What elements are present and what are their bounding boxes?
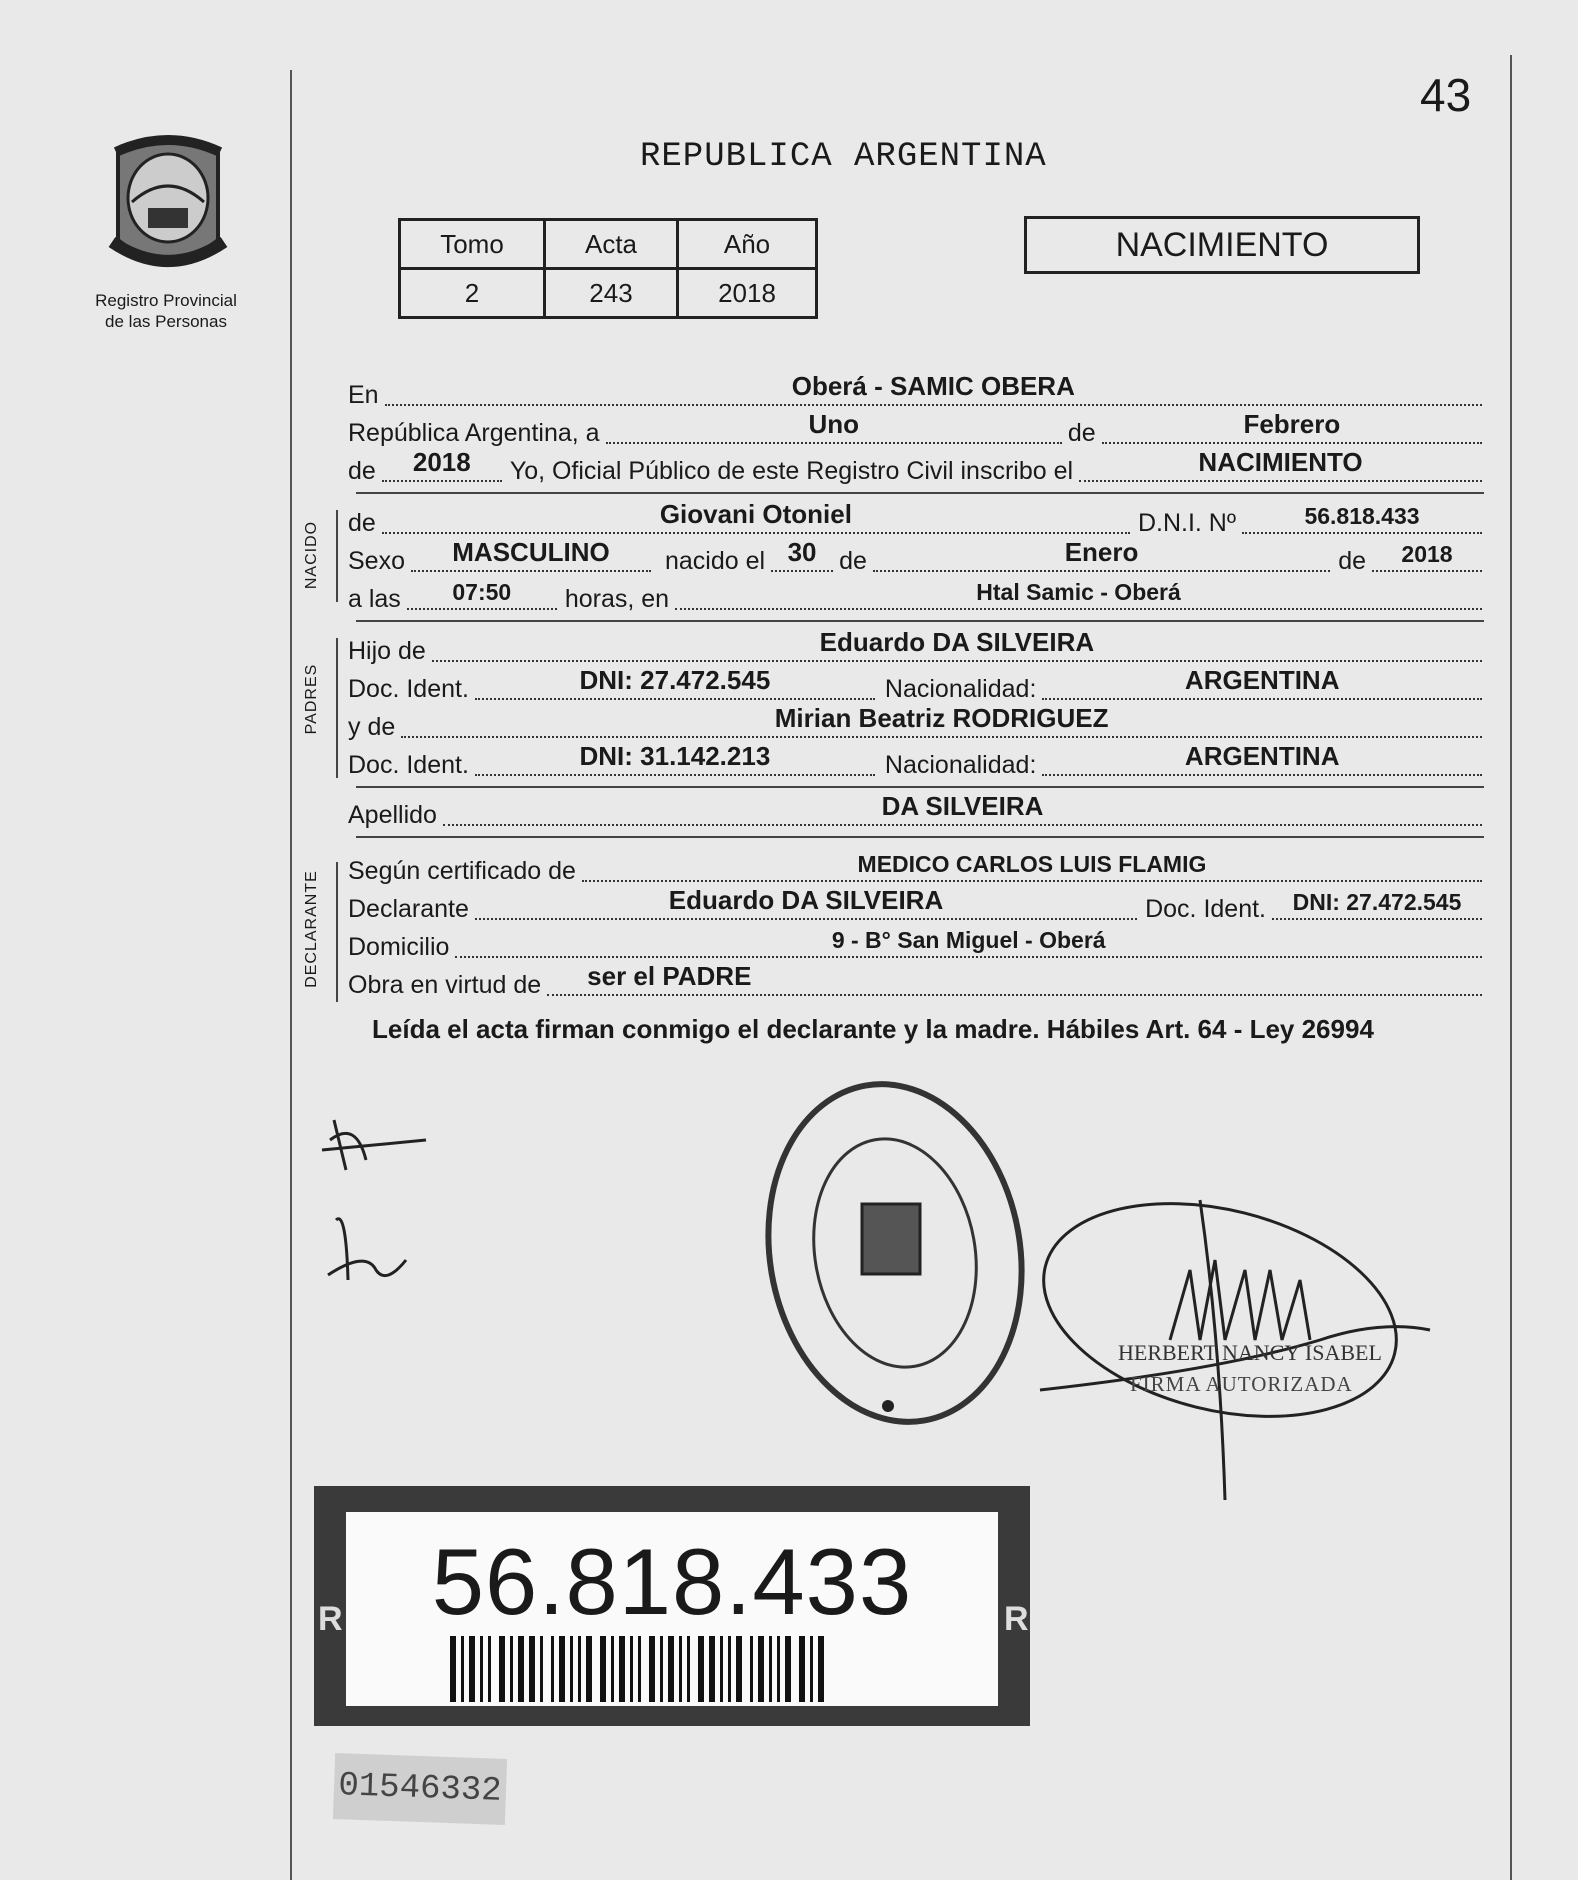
barcode-bar xyxy=(551,1636,554,1702)
control-number: 01546332 xyxy=(333,1753,507,1825)
barcode-bar xyxy=(758,1636,764,1702)
barcode-bar xyxy=(668,1636,674,1702)
place-value: Oberá - SAMIC OBERA xyxy=(791,371,1075,401)
father-nat-label: Nacionalidad: xyxy=(884,675,1037,703)
id-number: 56.818.433 xyxy=(431,1529,913,1634)
child-sex: MASCULINO xyxy=(452,537,610,567)
hours-label: horas, en xyxy=(564,585,670,613)
father-row xyxy=(348,627,1482,666)
barcode-bar xyxy=(728,1636,731,1702)
header-ano: Año xyxy=(678,220,817,269)
surname-value: DA SILVEIRA xyxy=(881,791,1044,821)
country-heading: REPUBLICA ARGENTINA xyxy=(640,138,1047,176)
child-name-label: de xyxy=(348,509,376,537)
obra-value: ser el PADRE xyxy=(587,961,752,991)
obra-label: Obra en virtud de xyxy=(348,971,542,999)
barcode-bar xyxy=(570,1636,573,1702)
barcode-bar xyxy=(720,1636,723,1702)
barcode-bar xyxy=(769,1636,772,1702)
barcode-bar xyxy=(540,1636,543,1702)
barcode-bar xyxy=(518,1636,524,1702)
child-dni: 56.818.433 xyxy=(1304,503,1420,529)
declarant-doc-label: Doc. Ident. xyxy=(1145,895,1266,923)
barcode-bar xyxy=(687,1636,690,1702)
barcode-bar xyxy=(529,1636,535,1702)
barcode-bar xyxy=(638,1636,641,1702)
barcode-bar xyxy=(600,1636,606,1702)
barcode-bar xyxy=(709,1636,715,1702)
barcode-bar xyxy=(488,1636,491,1702)
mother-name: Mirian Beatriz RODRIGUEZ xyxy=(774,703,1109,733)
padres-bracket xyxy=(336,638,338,778)
separator xyxy=(356,492,1484,494)
born-place: Htal Samic - Oberá xyxy=(976,579,1181,605)
child-name-row xyxy=(348,499,1482,538)
born-de-label: de xyxy=(839,547,867,575)
declarante-bracket xyxy=(336,862,338,1002)
born-month: Enero xyxy=(1064,537,1139,567)
barcode-bar xyxy=(619,1636,625,1702)
reading-note: Leída el acta firman conmigo el declarante y la madre. Hábiles Art. 64 - Ley 26994 xyxy=(372,1014,1374,1044)
sex-label: Sexo xyxy=(348,547,405,575)
father-nationality: ARGENTINA xyxy=(1184,665,1340,695)
certificate-label: Según certificado de xyxy=(348,857,576,885)
inscribe-label: Yo, Oficial Público de este Registro Civil inscribo el xyxy=(509,457,1074,485)
registry-caption-line2: de las Personas xyxy=(105,312,227,331)
value-ano: 2018 xyxy=(678,269,817,318)
mother-doc-row xyxy=(348,741,1482,780)
mother-row xyxy=(348,703,1482,742)
declarant-doc: DNI: 27.472.545 xyxy=(1292,889,1462,915)
certificate-row xyxy=(348,852,1482,886)
surname-row xyxy=(348,791,1482,830)
registry-caption-line1: Registro Provincial xyxy=(95,291,237,310)
barcode-bar xyxy=(698,1636,704,1702)
barcode-bar xyxy=(785,1636,791,1702)
date-row xyxy=(348,409,1482,448)
left-margin-line xyxy=(290,70,292,1880)
declarant-label: Declarante xyxy=(348,895,469,923)
born-label: nacido el xyxy=(664,547,766,575)
handwritten-initials xyxy=(316,1100,436,1300)
born-year: 2018 xyxy=(1401,541,1453,567)
value-tomo: 2 xyxy=(400,269,545,318)
barcode-bar xyxy=(736,1636,742,1702)
declarant-row xyxy=(348,885,1482,924)
registry-caption xyxy=(66,290,266,332)
father-doc-row xyxy=(348,665,1482,704)
nacido-section-label: NACIDO xyxy=(303,520,320,590)
separator xyxy=(356,786,1484,788)
surname-label: Apellido xyxy=(348,801,437,829)
barcode-bar xyxy=(510,1636,513,1702)
mother-label: y de xyxy=(348,713,396,741)
side-mark-left: R xyxy=(318,1600,343,1638)
page-number: 43 xyxy=(1420,69,1472,121)
father-name: Eduardo DA SILVEIRA xyxy=(819,627,1095,657)
value-acta: 243 xyxy=(545,269,678,318)
year-de-label: de xyxy=(348,457,376,485)
obra-row xyxy=(348,961,1482,1000)
time-label: a las xyxy=(348,585,401,613)
date-day: Uno xyxy=(808,409,859,439)
born-de-year-label: de xyxy=(1338,547,1366,575)
date-year: 2018 xyxy=(412,447,471,477)
mother-doc: DNI: 31.142.213 xyxy=(579,741,771,771)
mother-nat-label: Nacionalidad: xyxy=(884,751,1037,779)
barcode-bar xyxy=(799,1636,805,1702)
declarante-section-label: DECLARANTE xyxy=(303,870,320,988)
right-margin-line xyxy=(1510,55,1512,1880)
father-doc-label: Doc. Ident. xyxy=(348,675,469,703)
time-row xyxy=(348,580,1482,614)
inscribe-row xyxy=(348,447,1482,486)
place-label: En xyxy=(348,381,379,409)
record-type-box: NACIMIENTO xyxy=(1024,216,1420,274)
domicile-value: 9 - B° San Miguel - Oberá xyxy=(831,927,1106,953)
barcode-bar xyxy=(461,1636,464,1702)
padres-section-label: PADRES xyxy=(303,663,320,735)
barcode-bar xyxy=(810,1636,813,1702)
record-reference-table xyxy=(398,218,818,319)
barcode-bar xyxy=(450,1636,456,1702)
date-month: Febrero xyxy=(1243,409,1341,439)
barcode-bar xyxy=(630,1636,633,1702)
mother-doc-label: Doc. Ident. xyxy=(348,751,469,779)
barcode xyxy=(450,1636,900,1702)
country-date-label: República Argentina, a xyxy=(348,419,600,447)
act-type: NACIMIENTO xyxy=(1198,447,1363,477)
separator xyxy=(356,836,1484,838)
misiones-coat-of-arms-logo xyxy=(98,130,238,280)
barcode-bar xyxy=(499,1636,505,1702)
header-tomo: Tomo xyxy=(400,220,545,269)
mother-nationality: ARGENTINA xyxy=(1184,741,1340,771)
barcode-bar xyxy=(818,1636,824,1702)
signer-name: HERBERT NANCY ISABEL xyxy=(1118,1340,1382,1365)
born-time: 07:50 xyxy=(452,579,512,605)
side-mark-right: R xyxy=(1004,1600,1029,1638)
domicile-label: Domicilio xyxy=(348,933,450,961)
signer-role: FIRMA AUTORIZADA xyxy=(1130,1372,1353,1396)
barcode-bar xyxy=(750,1636,753,1702)
child-dni-label: D.N.I. Nº xyxy=(1137,509,1236,537)
barcode-bar xyxy=(578,1636,581,1702)
domicile-row xyxy=(348,928,1482,962)
certificate-value: MEDICO CARLOS LUIS FLAMIG xyxy=(857,851,1207,877)
declarant-name: Eduardo DA SILVEIRA xyxy=(668,885,944,915)
place-row xyxy=(348,371,1482,410)
barcode-bar xyxy=(559,1636,565,1702)
date-de-label: de xyxy=(1067,419,1096,447)
separator xyxy=(356,620,1484,622)
barcode-bar xyxy=(480,1636,483,1702)
barcode-bar xyxy=(586,1636,592,1702)
header-acta: Acta xyxy=(545,220,678,269)
barcode-bar xyxy=(469,1636,475,1702)
sex-row xyxy=(348,537,1482,576)
barcode-bar xyxy=(660,1636,663,1702)
barcode-bar xyxy=(679,1636,682,1702)
nacido-bracket xyxy=(336,510,338,602)
official-registry-stamp xyxy=(760,1068,1030,1438)
barcode-bar xyxy=(611,1636,614,1702)
barcode-bar xyxy=(649,1636,655,1702)
barcode-bar xyxy=(777,1636,780,1702)
born-day: 30 xyxy=(787,537,817,567)
father-doc: DNI: 27.472.545 xyxy=(579,665,771,695)
father-label: Hijo de xyxy=(348,637,426,665)
child-name: Giovani Otoniel xyxy=(659,499,852,529)
